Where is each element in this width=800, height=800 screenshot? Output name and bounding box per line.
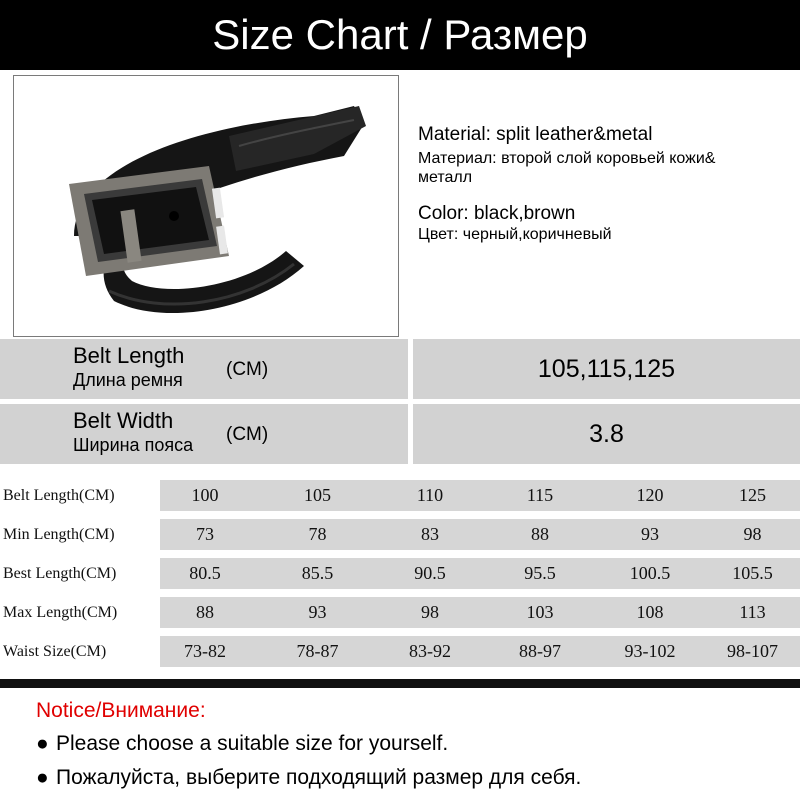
table-cell: 105 <box>304 485 331 505</box>
table-cell: 88 <box>196 602 214 622</box>
table-cell: 100.5 <box>629 563 671 583</box>
row-cells <box>160 636 800 667</box>
table-cell: 108 <box>636 602 664 622</box>
row-cells <box>160 519 800 550</box>
belt-length-unit: (CM) <box>226 359 269 380</box>
row-label: Best Length(CM) <box>3 565 117 582</box>
page-title: Size Chart / Размер <box>0 0 800 70</box>
row-label: Min Length(CM) <box>3 526 115 543</box>
belt-photo <box>14 76 398 336</box>
product-photo-frame <box>13 75 399 337</box>
table-cell: 95.5 <box>524 563 556 583</box>
table-cell: 93 <box>308 602 327 622</box>
row-label: Max Length(CM) <box>3 604 118 621</box>
belt-length-label-ru: Длина ремня <box>73 370 183 390</box>
row-label: Waist Size(CM) <box>3 643 107 660</box>
material-ru-line2: металл <box>418 169 473 186</box>
notice-item <box>36 732 448 756</box>
table-row <box>0 477 800 514</box>
table-cell: 90.5 <box>414 563 446 583</box>
bullet-icon: ● <box>36 766 49 789</box>
summary-label-cell <box>0 339 408 399</box>
bullet-icon: ● <box>36 732 49 755</box>
table-cell: 73 <box>196 524 214 544</box>
notice-item-text: Пожалуйста, выберите подходящий размер для себя. <box>56 766 582 789</box>
color-en: Color: black,brown <box>418 203 576 224</box>
table-cell: 78 <box>308 524 327 544</box>
notice-item <box>36 766 581 790</box>
summary-belt-length <box>0 339 800 399</box>
belt-length-label-en: Belt Length <box>73 343 185 368</box>
material-en: Material: split leather&metal <box>418 124 653 145</box>
table-cell: 78-87 <box>296 641 339 661</box>
section-divider <box>0 679 800 688</box>
table-cell: 103 <box>526 602 554 622</box>
row-cells <box>160 480 800 511</box>
summary-label-cell <box>0 404 408 464</box>
row-cells <box>160 558 800 589</box>
notice-item-text: Please choose a suitable size for yourself. <box>56 732 449 755</box>
table-cell: 98 <box>421 602 439 622</box>
table-cell: 105.5 <box>732 563 773 583</box>
table-cell: 88-97 <box>519 641 561 661</box>
table-row <box>0 594 800 631</box>
row-label: Belt Length(CM) <box>3 487 115 504</box>
table-cell: 83-92 <box>409 641 451 661</box>
table-cell: 88 <box>531 524 549 544</box>
belt-width-unit: (CM) <box>226 424 269 445</box>
table-row <box>0 555 800 592</box>
table-cell: 113 <box>739 602 766 622</box>
table-cell: 125 <box>739 485 766 505</box>
belt-width-label-en: Belt Width <box>73 408 174 433</box>
table-cell: 115 <box>526 485 554 505</box>
table-cell: 120 <box>636 485 664 505</box>
table-cell: 85.5 <box>301 563 334 583</box>
belt-width-value: 3.8 <box>413 404 800 464</box>
table-cell: 100 <box>191 485 219 505</box>
table-cell: 98 <box>743 524 762 544</box>
material-ru-line1: Материал: второй слой коровьей кожи& <box>418 150 716 167</box>
color-ru: Цвет: черный,коричневый <box>418 226 612 243</box>
table-row <box>0 516 800 553</box>
table-cell: 73-82 <box>184 641 226 661</box>
table-cell: 83 <box>421 524 439 544</box>
table-cell: 98-107 <box>727 641 778 661</box>
table-cell: 93-102 <box>624 641 676 661</box>
table-cell: 93 <box>641 524 659 544</box>
table-cell: 80.5 <box>189 563 221 583</box>
table-cell: 110 <box>416 485 444 505</box>
row-cells <box>160 597 800 628</box>
belt-length-value: 105,115,125 <box>413 339 800 399</box>
notice-title: Notice/Внимание: <box>36 699 206 722</box>
summary-belt-width <box>0 404 800 464</box>
belt-width-label-ru: Ширина пояса <box>73 435 194 455</box>
table-row <box>0 633 800 670</box>
